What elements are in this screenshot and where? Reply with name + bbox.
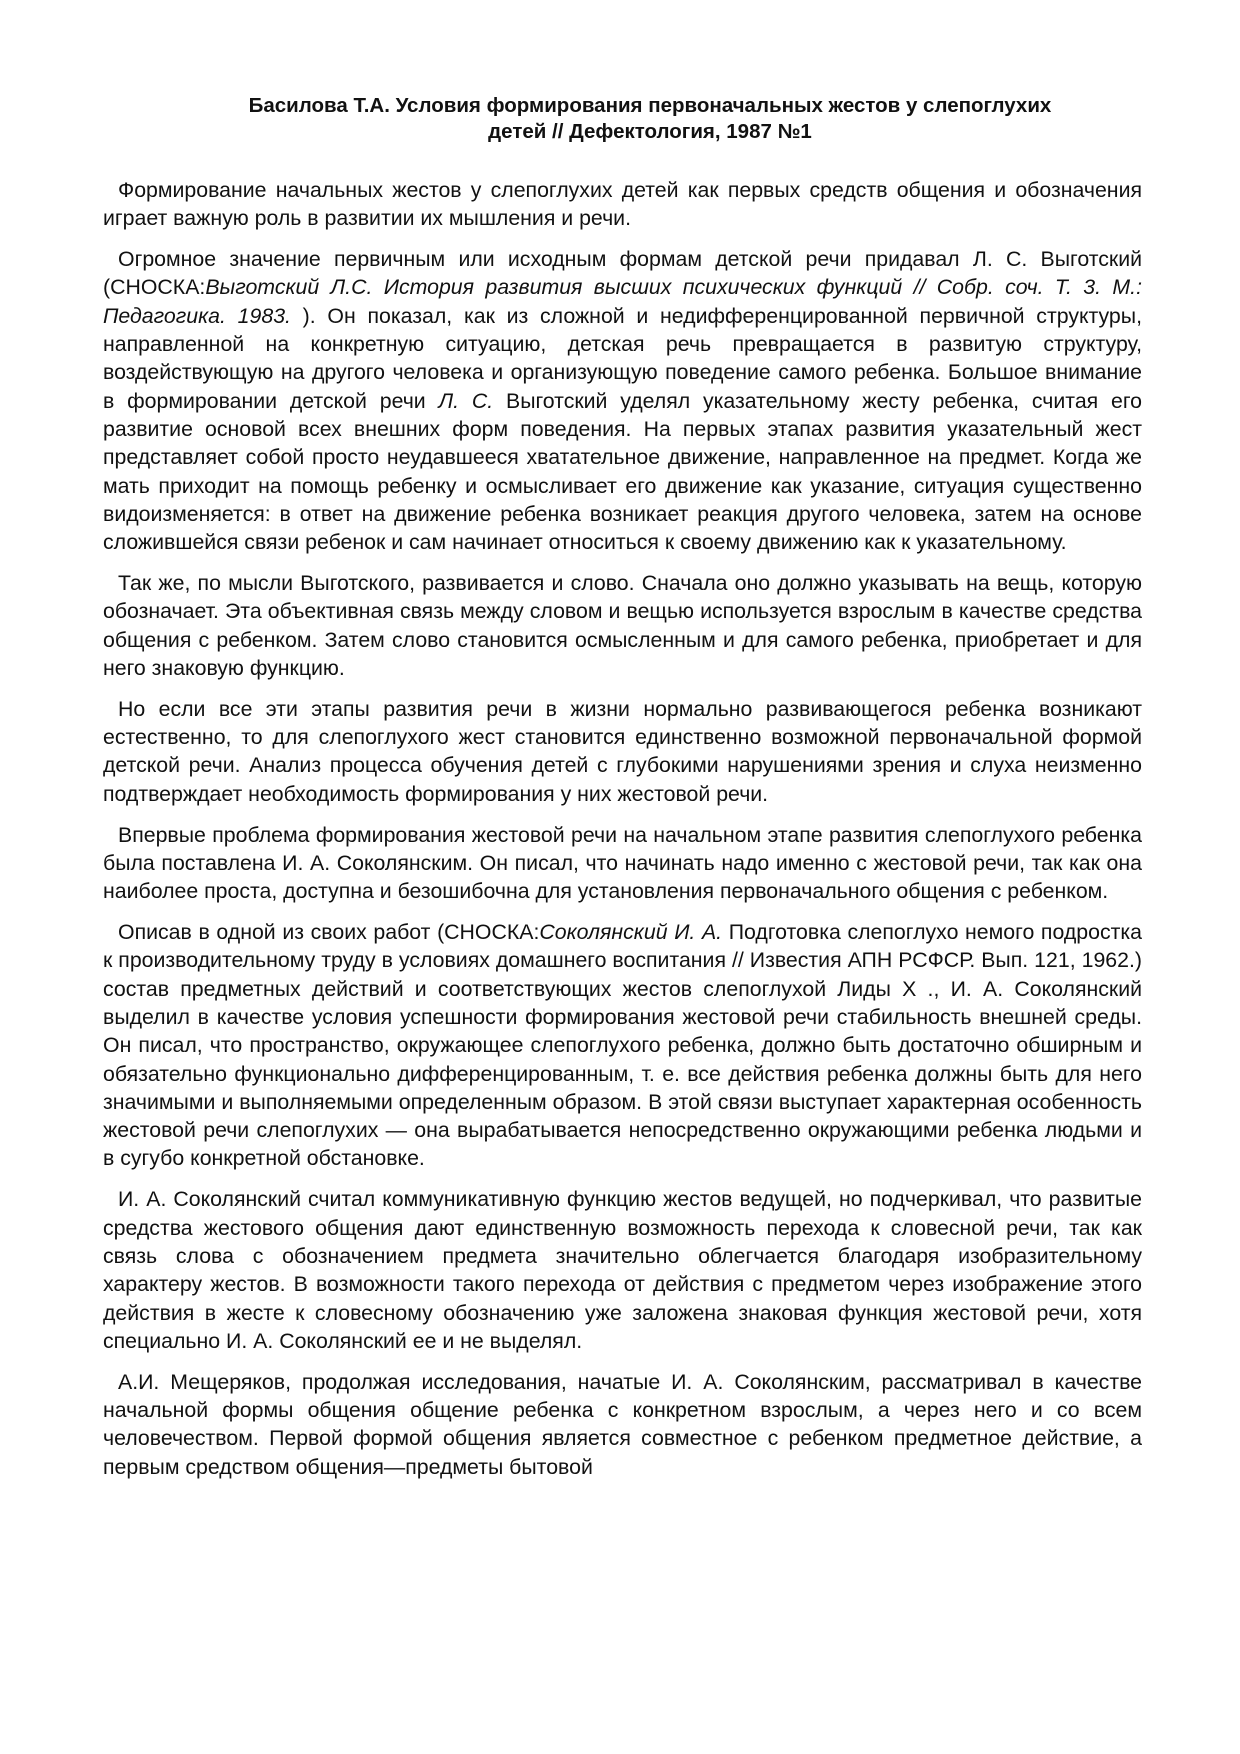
author-initials: Л. С. [438, 388, 494, 413]
paragraph-6 [103, 918, 1142, 1173]
article-title-line-1: Басилова Т.А. Условия формирования первоначальных жестов у слепоглухих [248, 94, 1052, 117]
paragraph-2 [103, 245, 1142, 556]
paragraph-5 [103, 821, 1142, 906]
footnote-sokolyansky-author: Соколянский И. А. [539, 920, 723, 945]
paragraph-7 [103, 1185, 1142, 1355]
article-title [150, 93, 1150, 145]
article-body [103, 176, 1142, 1494]
article-title-line-2: детей // Дефектология, 1987 №1 [488, 120, 812, 143]
footnote-vygotsky-citation: Выготский Л.С. История развития высших психических функций // Собр. соч. Т. 3. М.: Педагогика. 1983. [103, 275, 1142, 328]
paragraph-2-after: Выготский уделял указательному жесту ребенка, считая его развитие основой всех внешних форм поведения. На первых этапах развития указательный жест представляет собой просто неудавшееся хватательное движение, направленное на предмет. Когда же мать приходит на помощь ребенку и осмысливает его движение как указание, ситуация существенно видоизменяется: в ответ на движение ребенка возникает реакция другого человека, затем на основе сложившейся связи ребенок и сам начинает относиться к своему движению как к указательному. [103, 388, 1143, 555]
paragraph-3-text: Так же, по мысли Выготского, развивается и слово. Сначала оно должно указывать на вещь, которую обозначает. Эта объективная связь между словом и вещью используется взрослым в качестве средства общения с ребенком. Затем слово становится осмысленным и для самого ребенка, приобретает и для него знаковую функцию. [103, 571, 1142, 680]
paragraph-4-text: Но если все эти этапы развития речи в жизни нормально развивающегося ребенка возникают естественно, то для слепоглухого жест становится единственно возможной первоначальной формой детской речи. Анализ процесса обучения детей с глубокими нарушениями зрения и слуха неизменно подтверждает необходимость формирования у них жестовой речи. [103, 696, 1142, 806]
paragraph-6-after: Подготовка слепоглухо немого подростка к производительному труду в условиях домашнего воспитания // Известия АПН РСФСР. Вып. 121, 1962.) состав предметных действий и соответствующих жестов слепоглухой Лиды Х ., И. А. Соколянский выделил в качестве условия успешности формирования жестовой речи стабильность внешней среды. Он писал, что пространство, окружающее слепоглухого ребенка, должно быть достаточно обширным и обязательно функционально дифференцированным, т. е. все действия ребенка должны быть для него значимыми и выполняемыми определенным образом. В этой связи выступает характерная особенность жестовой речи слепоглухих — она вырабатывается непосредственно окружающими ребенка людьми и в сугубо конкретной обстановке. [103, 920, 1142, 1171]
paragraph-8-text: А.И. Мещеряков, продолжая исследования, начатые И. А. Соколянским, рассматривал в качестве начальной формы общения общение ребенка с конкретном взрослым, а через него и со всем человечеством. Первой формой общения является совместное с ребенком предметное действие, а первым средством общения—предметы бытовой [103, 1369, 1142, 1479]
paragraph-1 [103, 176, 1142, 233]
paragraph-5-text: Впервые проблема формирования жестовой речи на начальном этапе развития слепоглухого ребенка была поставлена И. А. Соколянским. Он писал, что начинать надо именно с жестовой речи, так как она наиболее проста, доступна и безошибочна для установления первоначального общения с ребенком. [103, 822, 1142, 904]
paragraph-3 [103, 569, 1142, 682]
paragraph-2-after-note: ). Он показал, как из сложной и недифференцированной первичной структуры, направленной на конкретную ситуацию, детская речь превращается в развитую структуру, воздействующую на другого человека и организующую поведение самого ребенка. Большое внимание в формировании детской речи [103, 303, 1142, 413]
paragraph-1-text: Формирование начальных жестов у слепоглухих детей как первых средств общения и обозначения играет важную роль в развитии их мышления и речи. [103, 178, 1142, 231]
paragraph-6-before: Описав в одной из своих работ (СНОСКА: [118, 920, 540, 945]
paragraph-7-text: И. А. Соколянский считал коммуникативную функцию жестов ведущей, но подчеркивал, что развитые средства жестового общения дают единственную возможность перехода к словесной речи, так как связь слова с обозначением предмета значительно облегчается благодаря изобразительному характеру жестов. В возможности такого перехода от действия с предметом через изображение этого действия в жесте к словесному обозначению уже заложена знаковая функция жестовой речи, хотя специально И. А. Соколянский ее и не выделял. [103, 1187, 1142, 1353]
paragraph-4 [103, 695, 1142, 808]
paragraph-2-before: Огромное значение первичным или исходным формам детской речи придавал Л. С. Выготский (СНОСКА: [103, 247, 1142, 300]
paragraph-8 [103, 1368, 1142, 1481]
